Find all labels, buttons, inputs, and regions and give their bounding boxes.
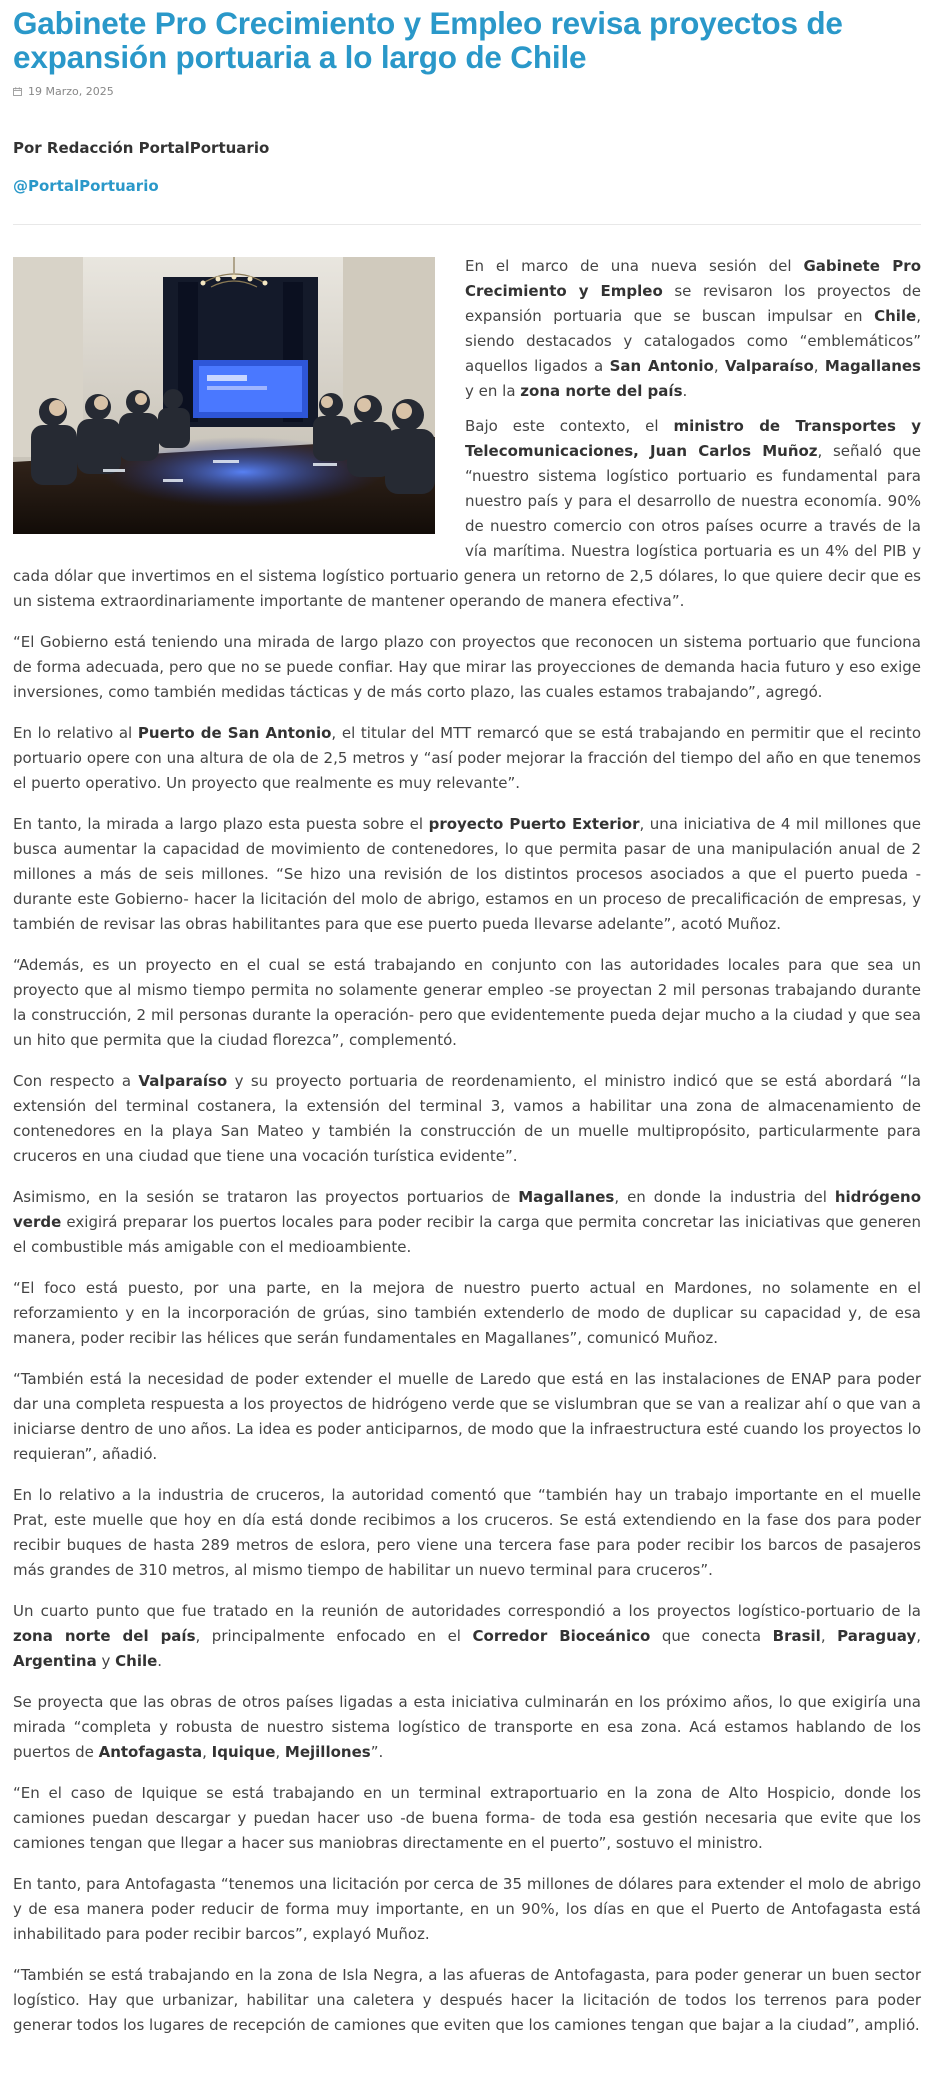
article-paragraph (13, 1963, 921, 2038)
twitter-handle-link[interactable]: @PortalPortuario (13, 177, 159, 195)
bold-text: Puerto de San Antonio (137, 724, 332, 742)
publish-date (13, 83, 921, 99)
text-run: y su proyecto portuaria de reordenamiento, el ministro indicó que se está abordará “la extensión del terminal costanera, la extensión del terminal 3, vamos a habilitar una zona de almacenamiento de contenedores en la playa San Mateo y también la construcción de un muelle multipropósito, particularmente para cruceros en una ciudad que tiene una vocación turística evidente”. (13, 1072, 921, 1165)
article-paragraph (13, 953, 921, 1053)
bold-text: Valparaíso (138, 1072, 228, 1090)
article-paragraph (13, 812, 921, 937)
bold-text: Chile (115, 1652, 158, 1670)
text-run: Con respecto a (13, 1072, 139, 1090)
text-run: Un cuarto punto que fue tratado en la reunión de autoridades correspondió a los proyectos logístico-portuario de la (13, 1602, 921, 1620)
text-run: En tanto, la mirada a largo plazo esta puesta sobre el (13, 815, 429, 833)
article-photo (13, 257, 435, 534)
text-run: , siendo destacados y catalogados como “emblemáticos” aquellos ligados a (465, 307, 921, 375)
text-run: . (682, 382, 688, 400)
bold-text: Corredor Bioceánico (472, 1627, 651, 1645)
bold-text: Valparaíso (724, 357, 814, 375)
text-run: , (916, 1627, 922, 1645)
text-run: que conecta (650, 1627, 773, 1645)
article-paragraph (13, 1276, 921, 1351)
text-run: “También está la necesidad de poder extender el muelle de Laredo que está en las instalaciones de ENAP para poder dar una completa respuesta a los proyectos de hidrógeno verde que se vislumbran que se van a realizar ahí o que van a iniciarse dentro de uno años. La idea es poder anticiparnos, de modo que la infraestructura esté cuando los proyectos lo requieran”, añadió. (13, 1370, 921, 1463)
text-run: “En el caso de Iquique se está trabajando en un terminal extraportuario en la zona de Alto Hospicio, donde los camiones puedan descargar y puedan hacer uso -de buena forma- de toda esa gestión necesaria que evite que los camiones tengan que llegar a hacer sus maniobras directamente en el puerto”, sostuvo el ministro. (13, 1784, 921, 1852)
text-run: , (820, 1627, 838, 1645)
article-paragraph (13, 630, 921, 705)
text-run: , (275, 1743, 285, 1761)
bold-text: Gabinete Pro Crecimiento y Empleo (465, 257, 922, 300)
article-title: Gabinete Pro Crecimiento y Empleo revisa proyectos de expansión portuaria a lo largo de Chile (13, 5, 843, 75)
text-run: , (713, 357, 725, 375)
article-paragraph (13, 1599, 921, 1674)
header-divider (13, 224, 921, 225)
text-run: . (157, 1652, 163, 1670)
meeting-room-image (13, 257, 435, 534)
bold-text: Antofagasta (98, 1743, 203, 1761)
text-run: , señaló que “nuestro sistema logístico portuario es fundamental para nuestro país y para el desarrollo de nuestra economía. 90% de nuestro comercio con otros países ocurre a través de la vía marítima. Nuestra logística portuaria es un 4% del PIB y cada dólar que invertimos en el sistema logístico portuario genera un retorno de 2,5 dólares, lo que quiere decir que es un sistema extraordinariamente importante de mantener operando de manera efectiva”. (13, 442, 921, 610)
text-run: “El foco está puesto, por una parte, en la mejora de nuestro puerto actual en Mardones, no solamente en el reforzamiento y en la incorporación de grúas, sino también extenderlo de modo de duplicar su capacidad y, de esa manera, poder recibir las hélices que serán fundamentales en Magallanes”, comunicó Muñoz. (13, 1279, 921, 1347)
text-run: En el marco de una nueva sesión del (465, 257, 804, 275)
bold-text: zona norte del país (520, 382, 683, 400)
calendar-icon (13, 87, 22, 96)
article-paragraph (13, 1069, 921, 1169)
text-run: En lo relativo al (13, 724, 138, 742)
text-run: , (202, 1743, 212, 1761)
text-run: y en la (465, 382, 521, 400)
article-paragraph (13, 1781, 921, 1856)
text-run: Bajo este contexto, el (465, 417, 674, 435)
text-run: Asimismo, en la sesión se trataron las proyectos portuarios de (13, 1188, 519, 1206)
bold-text: proyecto Puerto Exterior (428, 815, 640, 833)
article-paragraph (13, 1872, 921, 1947)
text-run: , principalmente enfocado en el (195, 1627, 473, 1645)
text-run: y (96, 1652, 116, 1670)
text-run: Se proyecta que las obras de otros países ligadas a esta iniciativa culminarán en los próximo años, lo que exigiría una mirada “completa y robusta de nuestro sistema logístico de transporte en esa zona. Acá estamos hablando de los puertos de (13, 1693, 921, 1761)
article-paragraph (13, 721, 921, 796)
text-run: En lo relativo a la industria de cruceros, la autoridad comentó que “también hay un trabajo importante en el muelle Prat, este muelle que hoy en día está donde recibimos a los cruceros. Se está extendiendo en la fase dos para poder recibir buques de hasta 289 metros de eslora, pero viene una tercera fase para poder recibir los barcos de pasajeros más grandes de 310 metros, al mismo tiempo de habilitar un nuevo terminal para cruceros”. (13, 1486, 921, 1579)
publish-date-text: 19 Marzo, 2025 (28, 84, 114, 98)
bold-text: Magallanes (824, 357, 921, 375)
article-paragraph (13, 1483, 921, 1583)
text-run: , una iniciativa de 4 mil millones que busca aumentar la capacidad de movimiento de contenedores, lo que permita pasar de una manipulación anual de 2 millones a más de seis millones. “Se hizo una revisión de los distintos procesos asociados a que el puerto pueda -durante este Gobierno- hacer la licitación del molo de abrigo, estamos en un proceso de precalificación de empresas, y también de revisar las obras habilitantes para que ese puerto pueda llevarse adelante”, acotó Muñoz. (13, 815, 921, 933)
text-run: se revisaron los proyectos de expansión portuaria que se buscan impulsar en (465, 282, 921, 325)
text-run: En tanto, para Antofagasta “tenemos una licitación por cerca de 35 millones de dólares para extender el molo de abrigo y de esa manera poder reducir de forma muy importante, en un 90%, los días en que el Puerto de Antofagasta está inhabilitado para poder recibir barcos”, explayó Muñoz. (13, 1875, 921, 1943)
bold-text: zona norte del país (13, 1627, 196, 1645)
bold-text: San Antonio (609, 357, 714, 375)
bold-text: Magallanes (518, 1188, 615, 1206)
bold-text: Paraguay (837, 1627, 917, 1645)
article-body (13, 254, 921, 2038)
text-run: , el titular del MTT remarcó que se está trabajando en permitir que el recinto portuario opere con una altura de ola de 2,5 metros y “así poder mejorar la fracción del tiempo del año en que tenemos el puerto operativo. Un proyecto que realmente es muy relevante”. (13, 724, 921, 792)
bold-text: hidrógeno verde (13, 1188, 921, 1231)
text-run: “Además, es un proyecto en el cual se está trabajando en conjunto con las autoridades locales para que sea un proyecto que al mismo tiempo permita no solamente generar empleo -se proyectan 2 mil personas trabajando durante la construcción, 2 mil personas durante la operación- pero que evidentemente pueda dejar mucho a la ciudad y que sea un hito que permita que la ciudad florezca”, complementó. (13, 956, 921, 1049)
author-byline: Por Redacción PortalPortuario (13, 139, 270, 157)
article-paragraph (13, 1690, 921, 1765)
bold-text: Argentina (13, 1652, 97, 1670)
article-page (13, 6, 921, 2038)
bold-text: Mejillones (284, 1743, 371, 1761)
text-run: “El Gobierno está teniendo una mirada de largo plazo con proyectos que reconocen un sistema portuario que funciona de forma adecuada, pero que no se puede confiar. Hay que mirar las proyecciones de demanda hacia futuro y eso exige inversiones, como también medidas tácticas y de más corto plazo, las cuales estamos trabajando”, agregó. (13, 633, 921, 701)
article-paragraph (13, 1185, 921, 1260)
bold-text: Iquique (211, 1743, 276, 1761)
bold-text: Chile (874, 307, 917, 325)
text-run: ”. (370, 1743, 384, 1761)
article-paragraph (13, 1367, 921, 1467)
text-run: , en donde la industria del (614, 1188, 835, 1206)
text-run: “También se está trabajando en la zona de Isla Negra, a las afueras de Antofagasta, para poder generar un buen sector logístico. Hay que urbanizar, habilitar una caletera y después hacer la licitación de todos los terrenos para poder generar todos los lugares de recepción de camiones que eviten que los camiones tengan que bajar a la ciudad”, amplió. (13, 1966, 921, 2034)
text-run: exigirá preparar los puertos locales para poder recibir la carga que permita concretar las iniciativas que generen el combustible más amigable con el medioambiente. (13, 1213, 921, 1256)
bold-text: ministro de Transportes y Telecomunicaciones, Juan Carlos Muñoz (465, 417, 922, 460)
bold-text: Brasil (772, 1627, 821, 1645)
text-run: , (813, 357, 825, 375)
